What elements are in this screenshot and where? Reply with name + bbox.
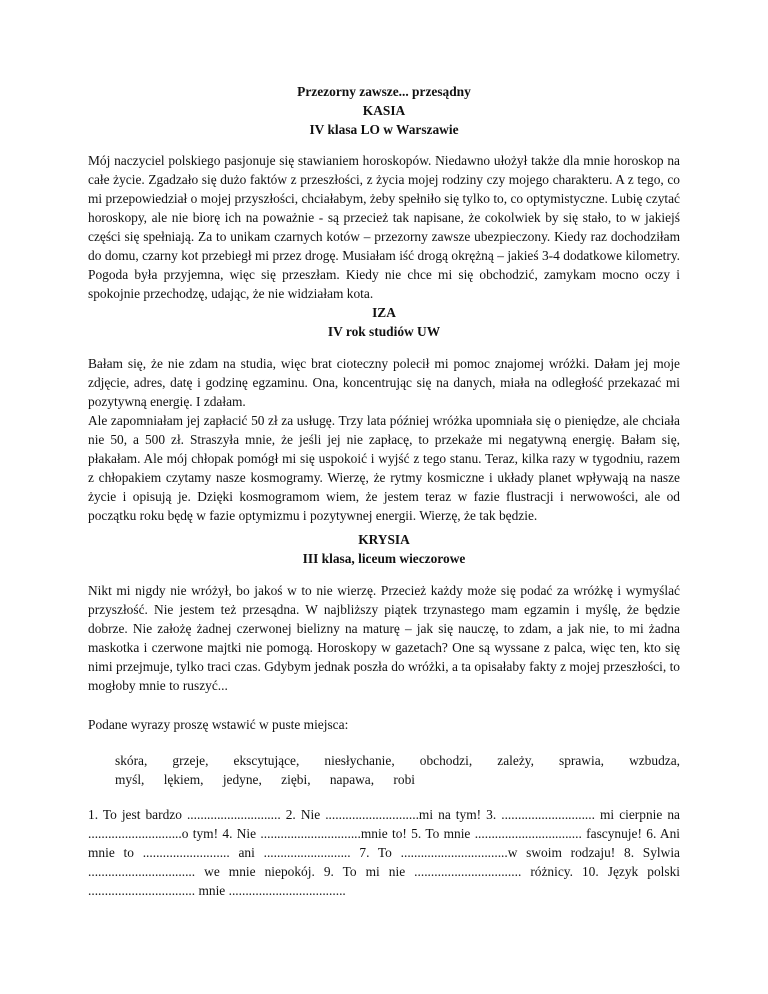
- kasia-name: KASIA: [362, 103, 406, 118]
- kasia-paragraph: [88, 151, 680, 303]
- kasia-header: [0, 82, 768, 139]
- document-title: Przezorny zawsze... przesądny: [297, 84, 471, 99]
- word-bank-item: ziębi,: [281, 772, 311, 787]
- iza-header: [0, 303, 768, 341]
- word-bank-item: skóra,: [115, 753, 148, 768]
- iza-school: IV rok studiów UW: [327, 324, 441, 339]
- krysia-text: Nikt mi nigdy nie wróżył, bo jakoś w to nie wierzę. Przecież każdy może się podać za wróżkę i wymyślać przyszłość. Nie jestem też przesądna. W najbliższy piątek trzynastego mam egzamin i myślę, że będzie dobrze. Nie założę żadnej czerwonej bielizny na maturę – jak się nauczę, to zdam, a jak nie, to mi żadna maskotka i czerwone majtki nie pomogą. Horoskopy w gazetach? One są wyssane z palca, więc ten, kto się nimi przejmuje, tylko traci czas. Gdybym jednak poszła do wróżki, a ta opisałaby fakty z mojej przeszłości, to mogłoby mnie to ruszyć...: [88, 583, 680, 693]
- word-bank-item: robi: [393, 772, 415, 787]
- krysia-name: KRYSIA: [358, 532, 410, 547]
- iza-paragraph: [88, 354, 680, 525]
- word-bank-item: niesłychanie,: [324, 753, 395, 768]
- word-bank-item: lękiem,: [163, 772, 204, 787]
- word-bank-item: obchodzi,: [419, 753, 473, 768]
- word-bank-row-2: [115, 770, 415, 789]
- word-bank-row-1: [115, 751, 680, 770]
- krysia-paragraph: [88, 581, 680, 695]
- iza-name: IZA: [372, 305, 396, 320]
- iza-text-1: Bałam się, że nie zdam na studia, więc brat cioteczny polecił mi pomoc znajomej wróżki. Dałam jej moje zdjęcie, adres, datę i godzinę egzaminu. Ona, koncentrując się na danych, miała na odległość przekazać mi pozytywną energię. I zdałam.: [88, 356, 680, 409]
- iza-text-2: Ale zapomniałam jej zapłacić 50 zł za usługę. Trzy lata później wróżka upomniała się o pieniędze, ale chciała nie 50, a 500 zł. Straszyła mnie, że jeśli jej nie zapłacę, to przekaże mi negatywną energię. Bałam się, płakałam. Ale mój chłopak pomógł mi się uspokoić i wyjść z tego stanu. Teraz, kilka razy w tygodniu, razem z chłopakiem czytamy nasze kosmogramy. Wierzę, że rytmy kosmiczne i układy planet wpływają na nasze życie i opisują je. Dzięki kosmogramom wiem, że jestem teraz w fazie flustracji i nerwowości, ale od początku roku będę w fazie optymizmu i pozytywnej energii. Wierzę, że tak będzie.: [88, 413, 680, 523]
- word-bank-item: napawa,: [329, 772, 375, 787]
- word-bank-item: zależy,: [497, 753, 534, 768]
- krysia-school: III klasa, liceum wieczorowe: [302, 551, 466, 566]
- word-bank-item: sprawia,: [559, 753, 604, 768]
- fill-in-exercise: 1. To jest bardzo ............................ 2. Nie ............................mi na tym! 3. ............................ mi cierpnie na ............................o tym! 4. Nie ..............................mnie to! 5. To mnie ................................ fascynuje! 6. Ani mnie to .......................... ani .......................... 7. To ................................w swoim rodzaju! 8. Sylwia ................................ we mnie niepokój. 9. To mi nie ................................ różnicy. 10. Język polski ................................ mnie ...................................: [88, 807, 680, 898]
- word-bank-item: ekscytujące,: [233, 753, 300, 768]
- word-bank-item: jedyne,: [222, 772, 262, 787]
- word-bank-item: grzeje,: [172, 753, 209, 768]
- word-bank-item: myśl,: [115, 772, 145, 787]
- krysia-header: [0, 530, 768, 568]
- kasia-text: Mój naczyciel polskiego pasjonuje się stawianiem horoskopów. Niedawno ułożył także dla mnie horoskop na całe życie. Zgadzało się dużo faktów z przeszłości, z życia mojej rodziny czy mojego charakteru. A z tego, co mi przepowiedział o mojej przyszłości, chciałabym, żeby spełniło się tylko to, co optymistyczne. Lubię czytać horoskopy, ale nie biorę ich na poważnie - są przecież tak napisane, że cokolwiek by się stało, to w jakiejś części się spełniają. Za to unikam czarnych kotów – przezorny zawsze ubezpieczony. Kiedy raz dochodziłam do domu, czarny kot przebiegł mi przez drogę. Musiałam iść drogą okrężną – jakieś 3-4 dodatkowe kilometry. Pogoda była przyjemna, więc się przeszłam. Kiedy nie chce mi się obchodzić, zamykam mocno oczy i spokojnie przechodzę, udając, że nie widziałam kota.: [88, 153, 680, 301]
- task-instruction: Podane wyrazy proszę wstawić w puste miejsca:: [88, 717, 349, 732]
- word-bank-item: wzbudza,: [629, 753, 680, 768]
- word-bank: [115, 751, 680, 789]
- kasia-school: IV klasa LO w Warszawie: [309, 122, 459, 137]
